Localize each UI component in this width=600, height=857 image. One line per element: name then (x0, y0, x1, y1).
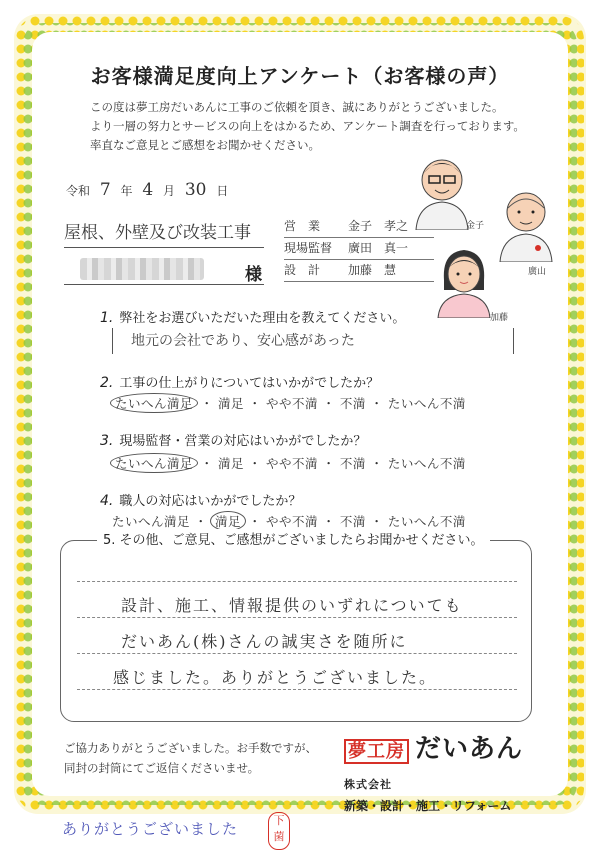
logo-corp: 株式会社 (344, 778, 392, 791)
question-text: 弊社をお選びいただいた理由を教えてください。 (119, 311, 406, 326)
illustration-label-hirota: 廣山 (528, 267, 547, 277)
date-day-unit: 日 (216, 184, 229, 198)
option-satisfied: 満足 (210, 511, 246, 531)
staff-role: 設 計 (284, 263, 321, 277)
intro-line: この度は夢工房だいあんに工事のご依頼を頂き、誠にありがとうございました。 (90, 100, 504, 114)
answer-1-box (112, 328, 514, 354)
question-3 (100, 430, 366, 449)
comment-line: 感じました。ありがとうございました。 (113, 668, 438, 687)
logo-tagline: 新築・設計・施工・リフォーム (344, 799, 512, 813)
question-2 (100, 372, 379, 391)
date-year: 7 (99, 180, 111, 200)
option-satisfied: 満足 (217, 396, 244, 411)
staff-row (284, 238, 434, 260)
question-text: その他、ご意見、ご感想がございましたらお聞かせください。 (119, 533, 484, 548)
date-day: 30 (184, 180, 207, 200)
project-name: 屋根、外壁及び改装工事 (64, 218, 264, 248)
question-2-options: たいへん満足 ・ 満足 ・ やや不満 ・ 不満 ・ たいへん不満 (112, 394, 466, 412)
question-4-options: たいへん満足 ・ 満足 ・ やや不満 ・ 不満 ・ たいへん不満 (112, 512, 466, 530)
option-very-satisfied: たいへん満足 (110, 453, 198, 473)
company-logo (344, 728, 544, 814)
staff-row (284, 260, 434, 282)
ruled-line (77, 689, 517, 690)
staff-illustration-hirota (496, 182, 556, 262)
customer-suffix: 様 (245, 265, 262, 285)
option-dissatisfied: 不満 (339, 456, 366, 471)
question-text: 工事の仕上がりについてはいかがでしたか？ (119, 376, 380, 391)
ruled-line (77, 617, 517, 618)
name-stamp: 下菌 (268, 812, 290, 850)
logo-mark: 夢工房 (344, 739, 409, 764)
question-5-comment-box (60, 533, 532, 722)
closing-line: 同封の封筒にてご返信くださいませ。 (64, 761, 260, 775)
option-dissatisfied: 不満 (339, 514, 366, 529)
staff-name: 廣田 真一 (348, 241, 409, 255)
staff-role: 現場監督 (284, 241, 333, 255)
question-number: 4. (100, 493, 114, 509)
illustration-label-kaneko: 金子 (466, 221, 485, 231)
staff-role: 営 業 (284, 219, 321, 233)
question-3-options: たいへん満足 ・ 満足 ・ やや不満 ・ 不満 ・ たいへん不満 (112, 454, 466, 472)
logo-brand-name: だいあん (415, 734, 524, 764)
date-month: 4 (142, 180, 154, 200)
question-4 (100, 490, 301, 509)
option-very-dissatisfied: たいへん不満 (387, 514, 466, 529)
customer-name-field (64, 258, 264, 285)
closing-message (64, 738, 317, 778)
staff-illustration-kaneko (410, 150, 474, 230)
redacted-customer-name (80, 258, 204, 280)
answer-1-handwriting: 地元の会社であり、安心感があった (131, 333, 355, 349)
logo-brand (344, 728, 544, 795)
question-5 (97, 529, 490, 548)
staff-illustration-kato (436, 244, 492, 318)
option-somewhat-dissatisfied: やや不満 (265, 456, 318, 471)
illustration-label-kato: 加藤 (490, 313, 509, 323)
question-number: 3. (100, 433, 114, 449)
question-text: 現場監督・営業の対応はいかがでしたか？ (119, 434, 367, 449)
date-era: 令和 (66, 184, 91, 198)
closing-line: ご協力ありがとうございました。お手数ですが、 (64, 741, 317, 755)
option-somewhat-dissatisfied: やや不満 (265, 396, 318, 411)
date-month-unit: 月 (163, 184, 176, 198)
intro-line: 率直なご意見とご感想をお聞かせください。 (90, 138, 320, 152)
ruled-line (77, 653, 517, 654)
footer-handwriting: ありがとうございました (62, 820, 239, 838)
question-text: 職人の対応はいかがでしたか？ (119, 494, 302, 509)
question-number: 2. (100, 375, 114, 391)
question-number: 1. (100, 310, 114, 326)
option-somewhat-dissatisfied: やや不満 (265, 514, 318, 529)
question-1 (100, 307, 405, 326)
comment-line: 設計、施工、情報提供のいずれについても (121, 596, 463, 615)
option-very-satisfied: たいへん満足 (110, 393, 198, 413)
option-dissatisfied: 不満 (339, 396, 366, 411)
staff-name: 金子 孝之 (348, 219, 409, 233)
intro-text (90, 98, 530, 155)
question-number: 5. (103, 533, 116, 548)
date-field (66, 180, 228, 200)
ruled-line (77, 581, 517, 582)
option-satisfied: 満足 (217, 456, 244, 471)
page-title: お客様満足度向上アンケート（お客様の声） (90, 64, 510, 88)
comment-line: だいあん(株)さんの誠実さを随所に (121, 632, 408, 651)
date-year-unit: 年 (120, 184, 133, 198)
option-very-dissatisfied: たいへん不満 (387, 396, 466, 411)
option-very-satisfied: たいへん満足 (112, 514, 191, 529)
option-very-dissatisfied: たいへん不満 (387, 456, 466, 471)
staff-name: 加藤 慧 (348, 263, 397, 277)
intro-line: より一層の努力とサービスの向上をはかるため、アンケート調査を行っております。 (90, 119, 525, 133)
